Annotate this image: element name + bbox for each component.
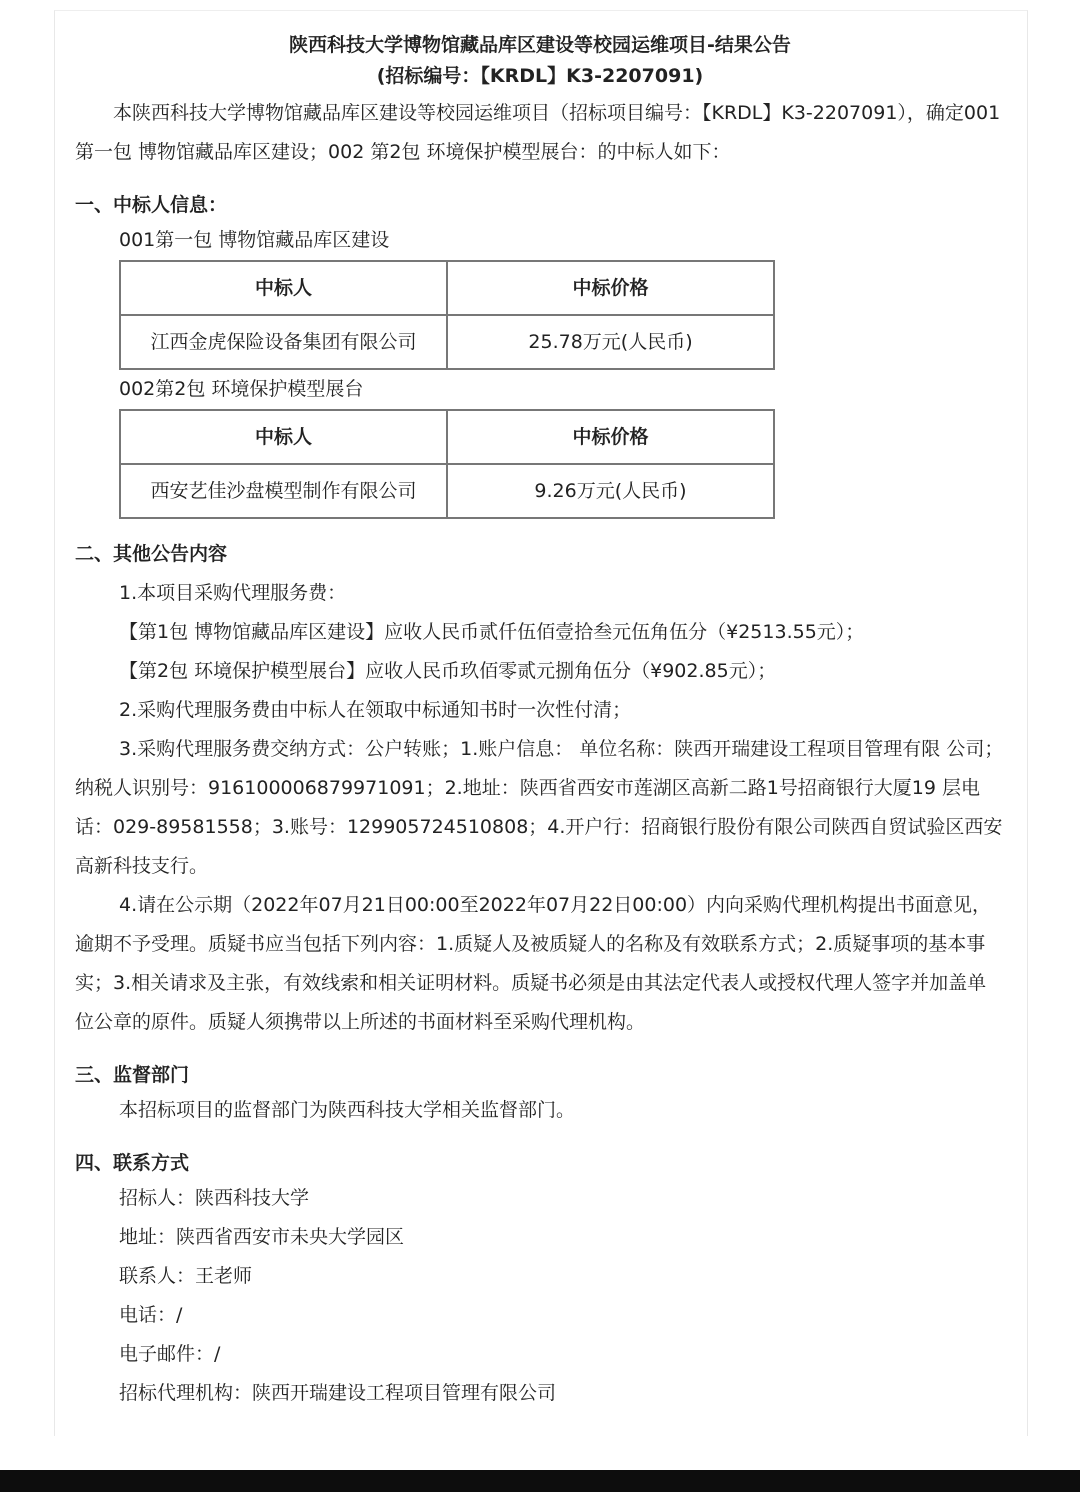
lot1-table [119,260,775,370]
contact-email: 电子邮件：/ [119,1343,221,1365]
winner-price: 25.78万元(人民币) [447,315,774,369]
tender-number: (招标编号：【KRDL】K3-2207091) [376,65,704,87]
objection-notice: 4.请在公示期（2022年07月21日00:00至2022年07月22日00:00）内向采购代理机构提出书面意见，逾期不予受理。质疑书应当包括下列内容：1.质疑人及被质疑人的名称及有效联系方式；2.质疑事项的基本事实；3.相关请求及主张，有效线索和相关证明材料。质疑书必须是由其法定代表人或授权代理人签字并加盖单位公章的原件。质疑人须携带以上所述的书面材料至采购代理机构。 [75,894,992,1033]
contact-phone: 电话：/ [119,1304,183,1326]
fee-lot1: 【第1包 博物馆藏品库区建设】应收人民币贰仟伍佰壹拾叁元伍角伍分（¥2513.55元）； [119,621,865,643]
announcement-content [75,30,1005,1413]
header-winner: 中标人 [120,261,447,315]
contact-agency: 招标代理机构：陕西开瑞建设工程项目管理有限公司 [119,1382,557,1404]
fee-payment-method: 3.采购代理服务费交纳方式：公户转账；1.账户信息： 单位名称：陕西开瑞建设工程项目管理有限 公司；纳税人识别号：916100006879971091；2.地址：陕西省西安市莲湖区高新二路1号招商银行大厦19 层电话：029-89581558；3.账号：129905724510808；4.开户行：招商银行股份有限公司陕西自贸试验区西安高新科技支行。 [75,738,1004,877]
fee-lot2: 【第2包 环境保护模型展台】应收人民币玖佰零贰元捌角伍分（¥902.85元）； [119,660,777,682]
fee-payment-timing: 2.采购代理服务费由中标人在领取中标通知书时一次性付清； [119,699,632,721]
bottom-bar [0,1470,1080,1492]
header-price: 中标价格 [447,410,774,464]
winner-name: 西安艺佳沙盘模型制作有限公司 [120,464,447,518]
lot1-label: 001第一包 博物馆藏品库区建设 [119,229,390,251]
table-header-row [120,261,774,315]
supervision-text: 本招标项目的监督部门为陕西科技大学相关监督部门。 [119,1099,576,1121]
winner-name: 江西金虎保险设备集团有限公司 [120,315,447,369]
announcement-title: 陕西科技大学博物馆藏品库区建设等校园运维项目-结果公告 [289,34,791,56]
lot2-table [119,409,775,519]
table-header-row [120,410,774,464]
table-row [120,315,774,369]
fee-title: 1.本项目采购代理服务费： [119,582,347,604]
section-winners-heading: 一、中标人信息： [75,194,228,216]
section-other-heading: 二、其他公告内容 [75,543,228,565]
header-price: 中标价格 [447,261,774,315]
table-row [120,464,774,518]
section-supervision-heading: 三、监督部门 [75,1064,190,1086]
contact-tenderer: 招标人：陕西科技大学 [119,1187,310,1209]
header-winner: 中标人 [120,410,447,464]
section-contact-heading: 四、联系方式 [75,1152,190,1174]
contact-person: 联系人：王老师 [119,1265,253,1287]
winner-price: 9.26万元(人民币) [447,464,774,518]
intro-paragraph: 本陕西科技大学博物馆藏品库区建设等校园运维项目（招标项目编号：【KRDL】K3-2207091），确定001 第一包 博物馆藏品库区建设；002 第2包 环境保护模型展台：的中标人如下： [75,102,1001,163]
lot2-label: 002第2包 环境保护模型展台 [119,378,364,400]
contact-address: 地址：陕西省西安市未央大学园区 [119,1226,405,1248]
